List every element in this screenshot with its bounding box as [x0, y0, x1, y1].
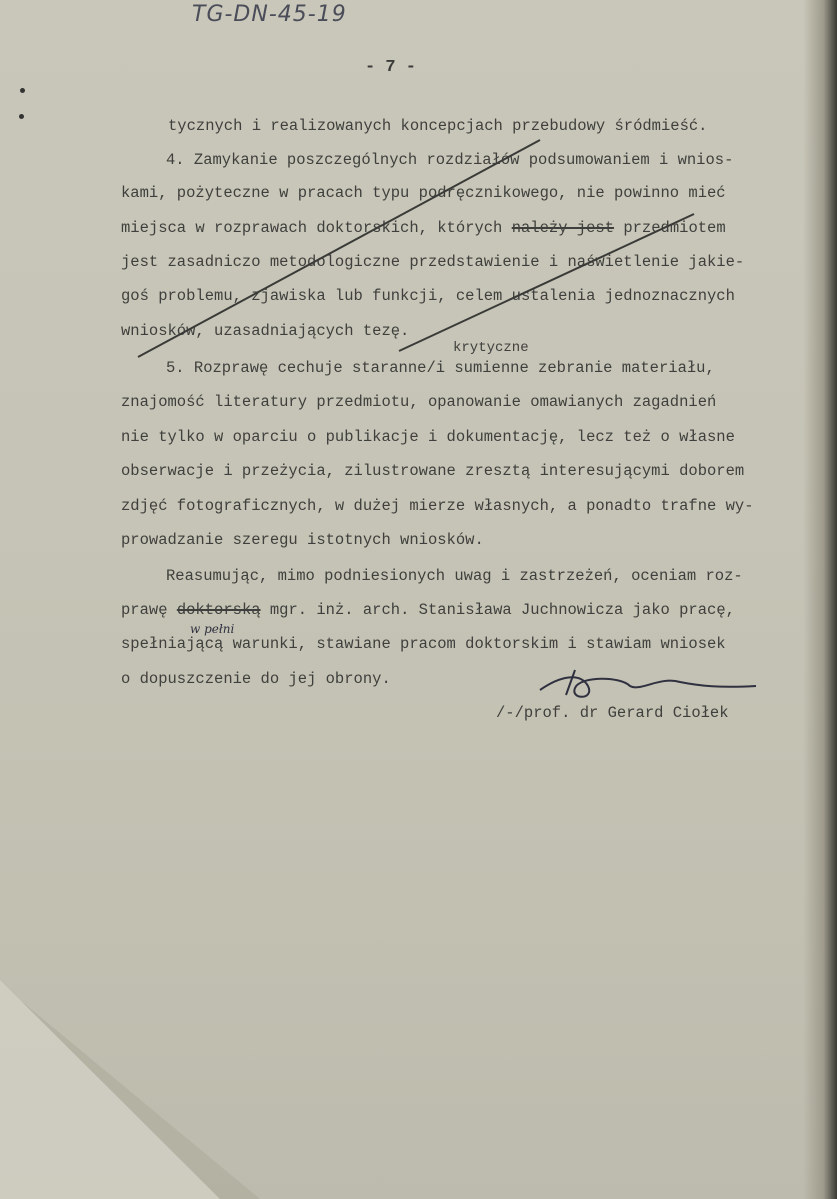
- text-line: tycznych i realizowanych koncepcjach przebudowy śródmieść.: [168, 117, 708, 135]
- text-line: obserwacje i przeżycia, zilustrowane zresztą interesującymi doborem: [121, 462, 745, 480]
- page-number: - 7 -: [365, 58, 417, 77]
- typed-insertion: krytyczne: [453, 340, 529, 356]
- text-line: spełniającą warunki, stawiane pracom doktorskim i stawiam wniosek: [121, 635, 726, 653]
- typed-signature: /-/prof. dr Gerard Ciołek: [496, 704, 729, 722]
- text-fragment: miejsca w rozprawach doktorskich, których: [121, 219, 503, 237]
- text-line: znajomość literatury przedmiotu, opanowanie omawianych zagadnień: [121, 393, 717, 411]
- text-line: 4. Zamykanie poszczególnych rozdziałów podsumowaniem i wnios-: [166, 151, 734, 169]
- text-line: zdjęć fotograficznych, w dużej mierze własnych, a ponadto trafne wy-: [121, 497, 754, 515]
- text-fragment: prawę: [121, 601, 168, 619]
- text-line: nie tylko w oparciu o publikacje i dokumentację, lecz też o własne: [121, 428, 735, 446]
- text-line: kami, pożyteczne w pracach typu podręcznikowego, nie powinno mieć: [121, 184, 726, 202]
- struck-word: doktorską: [176, 601, 261, 619]
- text-line: prowadzanie szeregu istotnych wniosków.: [121, 531, 484, 549]
- text-line: wniosków, uzasadniających tezę.: [121, 322, 410, 340]
- text-line: o dopuszczenie do jej obrony.: [121, 670, 391, 688]
- archive-code: TG-DN-45-19: [192, 2, 347, 27]
- text-line: Reasumując, mimo podniesionych uwag i zastrzeżeń, oceniam roz-: [166, 567, 743, 585]
- text-fragment: przedmiotem: [623, 219, 726, 237]
- text-line: 5. Rozprawę cechuje staranne/i sumienne zebranie materiału,: [166, 359, 715, 377]
- struck-word: należy jest: [511, 219, 615, 237]
- handwritten-insertion: w pełni: [190, 622, 235, 636]
- text-fragment: mgr. inż. arch. Stanisława Juchnowicza jako pracę,: [269, 601, 735, 619]
- text-line: jest zasadniczo metodologiczne przedstawienie i naświetlenie jakie-: [121, 253, 745, 271]
- text-line: goś problemu, zjawiska lub funkcji, celem ustalenia jednoznacznych: [121, 287, 735, 305]
